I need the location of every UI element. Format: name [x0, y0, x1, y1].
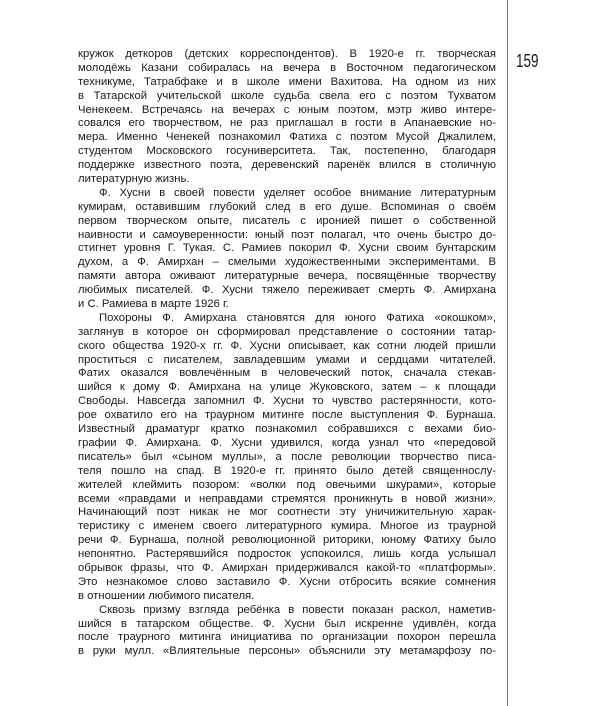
paragraph — [78, 312, 496, 604]
text-line: жителей клеймить позором: «волки под овечьими шкурами», которые — [78, 478, 496, 491]
text-line: ского общества 1920-х гг. Ф. Хусни описывает, как сотни людей пришли — [78, 339, 496, 352]
page-number: 159 — [516, 51, 539, 71]
text-line: Ченекеем. Встречаясь на вечерах с юным поэтом, мэтр живо интере- — [78, 103, 496, 116]
paragraph — [78, 604, 496, 660]
text-line: рое охватило его на траурном митинге после выступления Ф. Бурнаша. — [78, 409, 496, 422]
text-line: Это незнакомое слово заставило Ф. Хусни отбросить всякие сомнения — [78, 575, 496, 588]
text-line: обрывок фразы, что Ф. Амирхан придерживался какой-то «платформы». — [78, 561, 496, 574]
text-line: студентом Московского госуниверситета. Так, постепенно, благодаря — [78, 145, 496, 158]
text-line: заглянув в которое он сформировал представление о состоянии татар- — [78, 325, 496, 338]
text-line: речи Ф. Бурнаша, полной революционной риторики, юному Фатиху было — [78, 534, 496, 547]
text-line: стигнет уровня Г. Тукая. С. Рамиев покорил Ф. Хусни своим бунтарским — [78, 242, 496, 255]
text-line: техникуме, Татрабфаке и в школе имени Вахитова. На одном из них — [78, 75, 496, 88]
text-line: первом творческом опыте, писатель с иронией пишет о собственной — [78, 214, 496, 227]
text-line: после траурного митинга инициатива по организации похорон перешла — [78, 631, 496, 644]
text-line: духом, а Ф. Амирхан – смелыми художественными экспериментами. В — [78, 256, 496, 269]
paragraph — [78, 48, 496, 187]
text-line: Похороны Ф. Амирхана становятся для юного Фатиха «окошком», — [99, 311, 496, 324]
text-line: шийся в татарском обществе. Ф. Хусни был искренне удивлён, когда — [78, 617, 496, 630]
text-line: в Татарской учительской школе судьба свела его с поэтом Тухватом — [78, 89, 496, 102]
text-line: любимых писателей. Ф. Хусни тяжело переживает смерть Ф. Амирхана — [78, 284, 496, 297]
text-line: Сквозь призму взгляда ребёнка в повести показан раскол, наметив- — [99, 603, 496, 616]
text-line: шийся к дому Ф. Амирхана на улице Жуковского, затем – к площади — [78, 381, 496, 394]
text-line: в руки мулл. «Влиятельные персоны» объяснили эту метамарфозу по- — [78, 645, 496, 658]
text-line: Начинающий поэт никак не мог соотнести эту уничижительную харак- — [78, 506, 496, 519]
text-line: графии Ф. Амирхана. Ф. Хусни удивился, когда узнал что «передовой — [78, 436, 496, 449]
text-line: Ф. Хусни в своей повести уделяет особое внимание литературным — [99, 186, 496, 199]
text-line: Фатих оказался вовлечённым в человеческий поток, сначала стекав- — [78, 367, 496, 380]
body-text — [78, 48, 496, 659]
text-line: кумирам, оставившим глубокий след в его душе. Вспоминая о своём — [78, 200, 496, 213]
text-line: Свободы. Навсегда запомнил Ф. Хусни то чувство растерянности, кото- — [78, 395, 496, 408]
text-line: всеми «правдами и неправдами стремятся проникнуть в новой жизни». — [78, 492, 496, 505]
text-line: писатель» был «сыном муллы», а после революции творчество писа- — [78, 450, 496, 463]
text-line: непонятно. Растерявшийся подросток успокоился, лишь когда услышал — [78, 548, 496, 561]
text-line: литературную жизнь. — [78, 173, 190, 186]
text-line: теля пошло на спад. В 1920-е гг. принято было детей священнослу- — [78, 464, 496, 477]
text-line: совался его творчеством, не раз приглашал в гости в Апанаевские но- — [78, 117, 496, 130]
text-line: молодёжь Казани собиралась на вечера в Восточном педагогическом — [78, 61, 496, 74]
text-line: теристику с именем своего литературного кумира. Многое из траурной — [78, 520, 496, 533]
text-line: поддержке известного поэта, деревенский паренёк влился в столичную — [78, 159, 496, 172]
text-line: наивности и самоуверенности: юный поэт полагал, что очень быстро до- — [78, 228, 496, 241]
text-line: Известный драматург кратко познакомил собравшихся с вехами био- — [78, 423, 496, 436]
margin-divider-line — [507, 0, 508, 706]
paragraph — [78, 187, 496, 312]
text-line: проститься с писателем, завладевшим умами и сердцами читателей. — [78, 353, 496, 366]
text-line: памяти автора оживают литературные вечера, посвящённые творчеству — [78, 270, 496, 283]
text-line: мера. Именно Ченекей познакомил Фатиха с поэтом Мусой Джалилем, — [78, 131, 496, 144]
text-line: и С. Рамиева в марте 1926 г. — [78, 298, 229, 311]
text-line: кружок деткоров (детских корреспондентов). В 1920-е гг. творческая — [78, 48, 496, 60]
text-line: в отношении любимого писателя. — [78, 589, 255, 602]
